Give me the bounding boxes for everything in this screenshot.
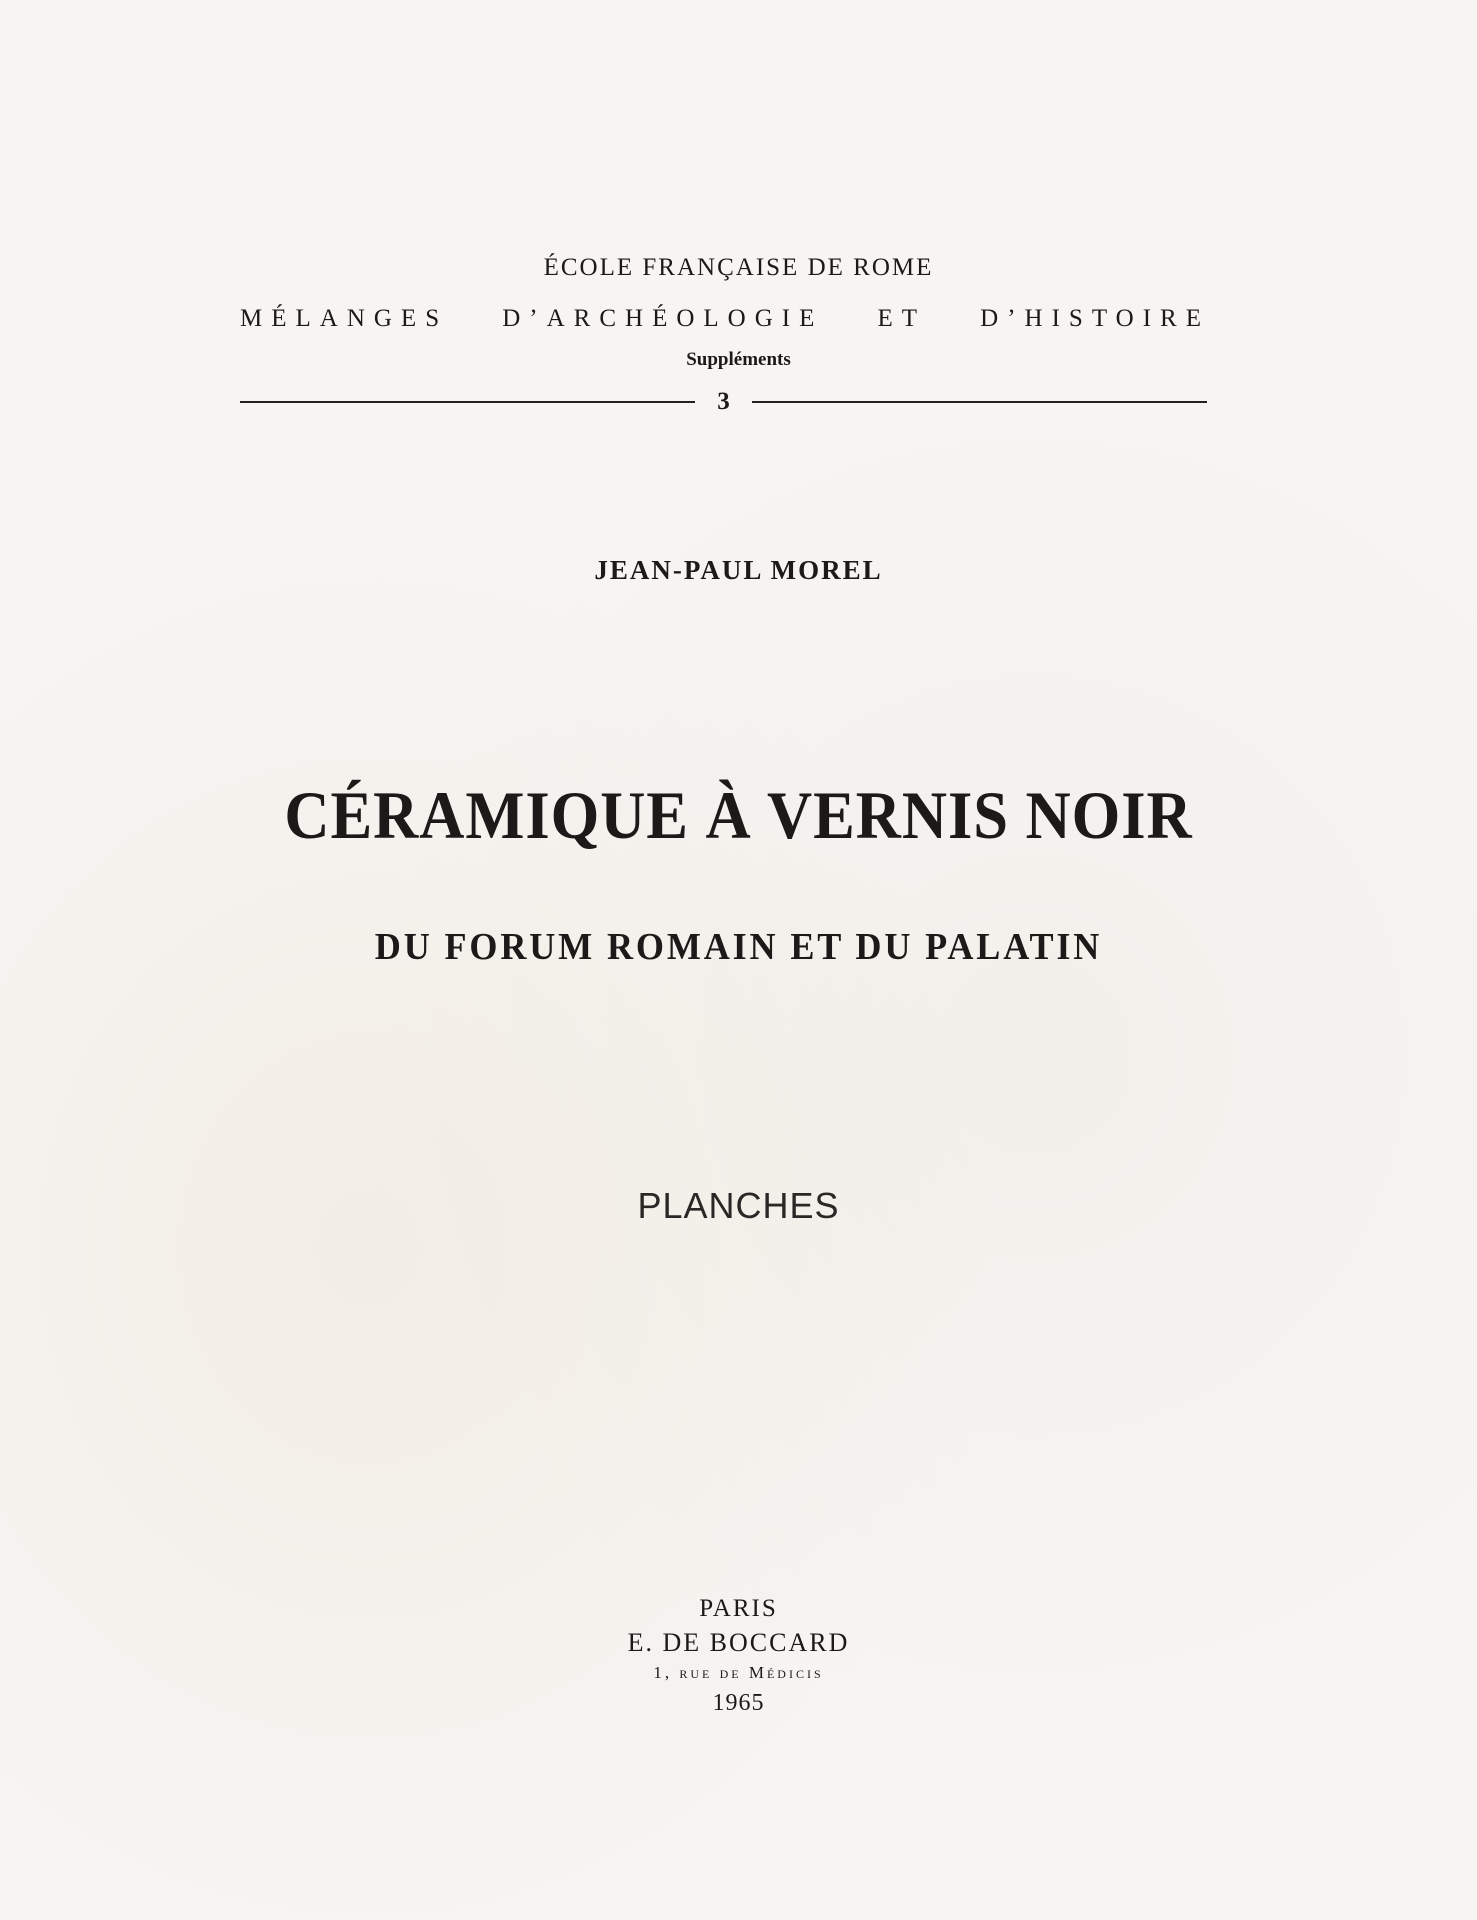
- institution-name: ÉCOLE FRANÇAISE DE ROME: [543, 254, 934, 281]
- series-word: ET: [877, 305, 927, 332]
- series-word: D’ARCHÉOLOGIE: [502, 305, 824, 332]
- series-word: D’HISTOIRE: [980, 305, 1210, 332]
- volume-divider: [240, 386, 1207, 418]
- imprint-city: PARIS: [699, 1595, 778, 1622]
- author-name: JEAN-PAUL MOREL: [594, 555, 883, 585]
- divider-rule-right: [752, 401, 1207, 403]
- series-title: [240, 305, 1210, 333]
- plates-label: PLANCHES: [637, 1185, 840, 1226]
- volume-number: 3: [717, 388, 730, 415]
- imprint-address: 1, rue de Médicis: [653, 1663, 824, 1682]
- book-title: CÉRAMIQUE À VERNIS NOIR: [284, 777, 1193, 853]
- supplements-label: Suppléments: [686, 349, 791, 370]
- series-word: MÉLANGES: [240, 305, 449, 332]
- imprint-publisher: E. DE BOCCARD: [627, 1628, 850, 1657]
- imprint-year: 1965: [712, 1690, 765, 1716]
- divider-rule-left: [240, 401, 695, 403]
- book-subtitle: DU FORUM ROMAIN ET DU PALATIN: [374, 926, 1103, 968]
